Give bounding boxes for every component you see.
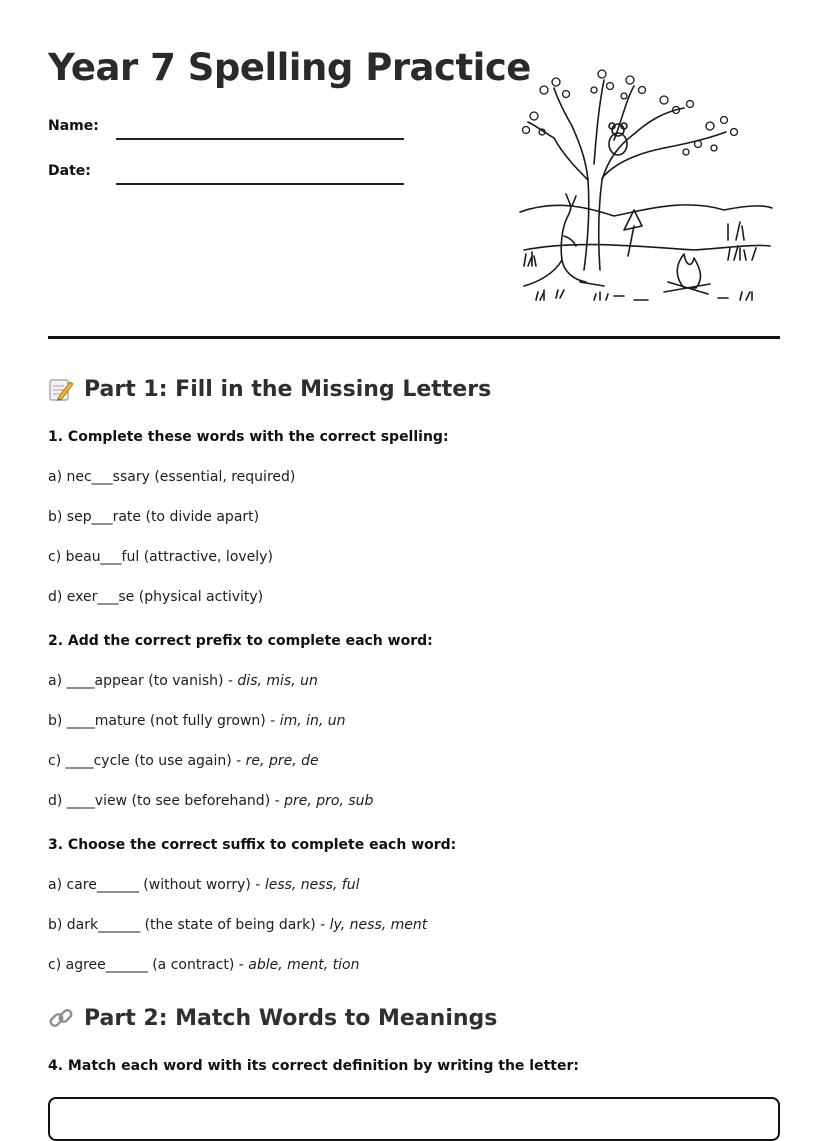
question-1-item-c: c) beau___ful (attractive, lovely) bbox=[48, 549, 273, 565]
item-text: a) care______ (without worry) - bbox=[48, 877, 265, 893]
name-blank-line bbox=[116, 138, 404, 140]
page-title: Year 7 Spelling Practice bbox=[48, 46, 531, 89]
question-1-heading: 1. Complete these words with the correct spelling: bbox=[48, 429, 449, 445]
date-label: Date: bbox=[48, 163, 91, 179]
link-icon bbox=[48, 1005, 74, 1031]
item-text: c) ____cycle (to use again) - bbox=[48, 753, 246, 769]
question-2-item-a bbox=[48, 673, 318, 689]
date-field bbox=[48, 163, 408, 187]
part-1-heading bbox=[48, 374, 491, 404]
item-text: c) agree______ (a contract) - bbox=[48, 957, 249, 973]
item-options: less, ness, ful bbox=[264, 877, 360, 893]
item-text: d) ____view (to see beforehand) - bbox=[48, 793, 285, 809]
question-2-item-c bbox=[48, 753, 319, 769]
question-2-heading: 2. Add the correct prefix to complete each word: bbox=[48, 633, 433, 649]
matching-table-box bbox=[48, 1097, 780, 1141]
question-1-item-d: d) exer___se (physical activity) bbox=[48, 589, 264, 605]
question-1-item-b: b) sep___rate (to divide apart) bbox=[48, 509, 260, 525]
item-options: able, ment, tion bbox=[248, 957, 360, 973]
question-3-item-a bbox=[48, 877, 359, 893]
item-options: pre, pro, sub bbox=[284, 793, 374, 809]
bush-scene-illustration bbox=[514, 60, 778, 314]
question-1-item-a: a) nec___ssary (essential, required) bbox=[48, 469, 296, 485]
item-options: ly, ness, ment bbox=[329, 917, 428, 933]
item-options: dis, mis, un bbox=[237, 673, 318, 689]
question-4-heading: 4. Match each word with its correct definition by writing the letter: bbox=[48, 1058, 579, 1074]
part-2-heading-text: Part 2: Match Words to Meanings bbox=[84, 1005, 498, 1031]
item-text: b) dark______ (the state of being dark) - bbox=[48, 917, 330, 933]
question-3-heading: 3. Choose the correct suffix to complete each word: bbox=[48, 837, 457, 853]
item-text: a) ____appear (to vanish) - bbox=[48, 673, 238, 689]
item-options: im, in, un bbox=[279, 713, 346, 729]
item-options: re, pre, de bbox=[245, 753, 319, 769]
name-field bbox=[48, 118, 408, 142]
memo-pencil-icon bbox=[48, 376, 74, 402]
question-2-item-d bbox=[48, 793, 373, 809]
name-label: Name: bbox=[48, 118, 99, 134]
question-2-item-b bbox=[48, 713, 346, 729]
date-blank-line bbox=[116, 183, 404, 185]
part-1-heading-text: Part 1: Fill in the Missing Letters bbox=[84, 376, 492, 402]
item-text: b) ____mature (not fully grown) - bbox=[48, 713, 280, 729]
question-3-item-c bbox=[48, 957, 359, 973]
part-2-heading bbox=[48, 1003, 497, 1033]
question-3-item-b bbox=[48, 917, 427, 933]
section-divider bbox=[48, 336, 780, 339]
